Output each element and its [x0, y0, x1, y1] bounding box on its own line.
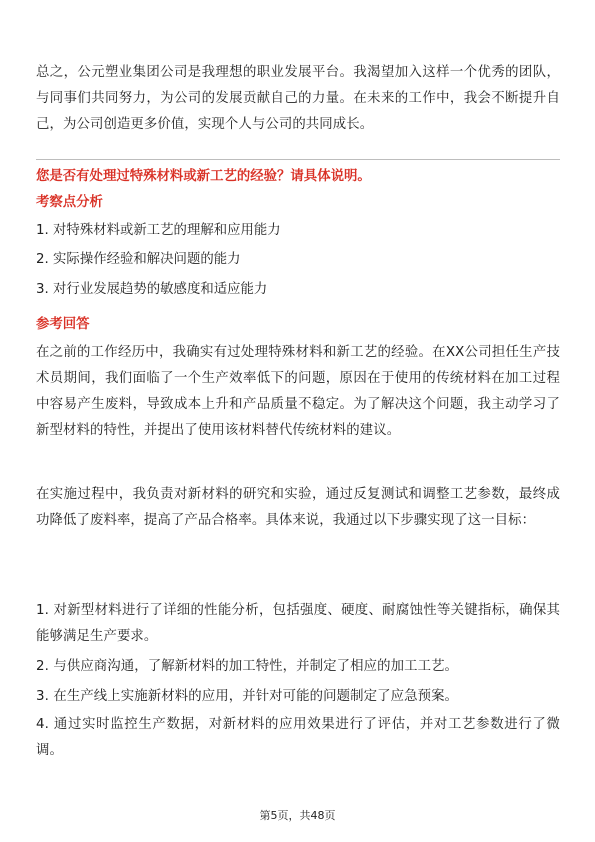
- interview-question: 您是否有处理过特殊材料或新工艺的经验？请具体说明。: [36, 169, 371, 184]
- answer-step: 4. 通过实时监控生产数据，对新材料的应用效果进行了评估，并对工艺参数进行了微调。: [36, 717, 560, 758]
- answer-step: 2. 与供应商沟通，了解新材料的加工特性，并制定了相应的加工工艺。: [36, 659, 459, 674]
- answer-heading: 参考回答: [36, 317, 90, 332]
- answer-paragraph: 在实施过程中，我负责对新材料的研究和实验，通过反复测试和调整工艺参数，最终成功降低了废料率，提高了产品合格率。具体来说，我通过以下步骤实现了这一目标：: [36, 487, 560, 528]
- answer-step: 3. 在生产线上实施新材料的应用，并针对可能的问题制定了应急预案。: [36, 689, 459, 704]
- analysis-point: 3. 对行业发展趋势的敏感度和适应能力: [36, 282, 268, 297]
- analysis-point: 2. 实际操作经验和解决问题的能力: [36, 252, 241, 267]
- answer-paragraph: 在之前的工作经历中，我确实有过处理特殊材料和新工艺的经验。在XX公司担任生产技术员期间，我们面临了一个生产效率低下的问题，原因在于使用的传统材料在加工过程中容易产生废料，导致成本上升和产品质量不稳定。为了解决这个问题，我主动学习了新型材料的特性，并提出了使用该材料替代传统材料的建议。: [36, 345, 560, 438]
- section-divider: [36, 159, 560, 160]
- analysis-point: 1. 对特殊材料或新工艺的理解和应用能力: [36, 223, 281, 238]
- answer-step: 1. 对新型材料进行了详细的性能分析，包括强度、硬度、耐腐蚀性等关键指标，确保其能够满足生产要求。: [36, 603, 560, 644]
- analysis-heading: 考察点分析: [36, 195, 103, 210]
- page-number: 第5页，共48页: [259, 809, 336, 822]
- intro-paragraph: 总之，公元塑业集团公司是我理想的职业发展平台。我渴望加入这样一个优秀的团队，与同事们共同努力，为公司的发展贡献自己的力量。在未来的工作中，我会不断提升自己，为公司创造更多价值，实现个人与公司的共同成长。: [36, 65, 560, 132]
